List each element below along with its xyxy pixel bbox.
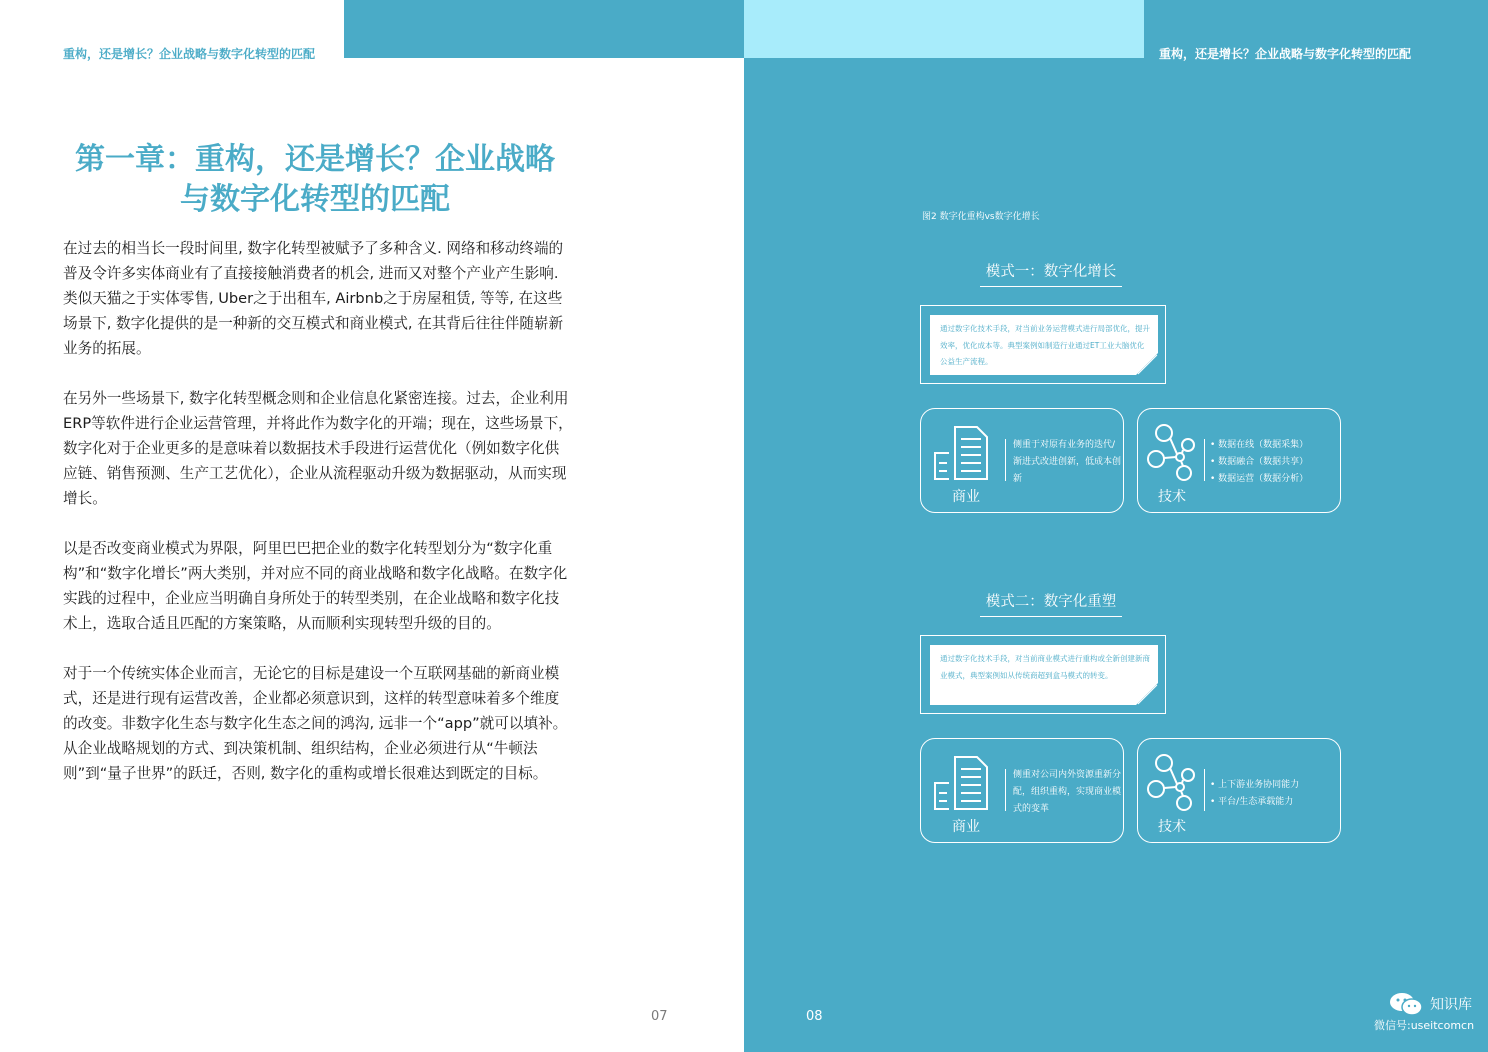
paragraph: 对于一个传统实体企业而言，无论它的目标是建设一个互联网基础的新商业模式，还是进行现有运营改善，企业都必须意识到，这样的转型意味着多个维度的改变。非数字化生态与数字化生态之间的鸿沟, 远非一个“app”就可以填补。从企业战略规划的方式、到决策机制、组织结构，企业必须进行从“牛顿法则”到“量子世界”的跃迁，否则, 数字化的重构或增长很难达到既定的目标。 — [63, 665, 568, 782]
divider — [1005, 769, 1006, 811]
list-item: • 数据运营（数据分析） — [1210, 471, 1308, 488]
list-item: • 数据在线（数据采集） — [1210, 437, 1308, 454]
divider — [1204, 769, 1205, 811]
chapter-title-line-2: 与数字化转型的匹配 — [180, 182, 450, 217]
list-item: • 平台/生态承载能力 — [1210, 794, 1299, 811]
divider — [1204, 439, 1205, 481]
mode-2-title: 模式二：数字化重塑 — [980, 590, 1122, 617]
page-number: 07 — [651, 1009, 668, 1024]
wechat-icon — [1389, 992, 1423, 1016]
mode-2-description-box — [920, 635, 1166, 714]
paragraph: 以是否改变商业模式为界限，阿里巴巴把企业的数字化转型划分为“数字化重构”和“数字化增长”两大类别，并对应不同的商业战略和数字化战略。在数字化实践的过程中，企业应当明确自身所处于的转型类别，在企业战略和数字化技术上，选取合适且匹配的方案策略，从而顺利实现转型升级的目的。 — [63, 540, 568, 632]
mode-1-description — [930, 315, 1158, 375]
tech-label: 技术 — [1158, 489, 1186, 505]
folded-corner-icon — [1136, 683, 1158, 705]
watermark-name: 知识库 — [1430, 997, 1472, 1013]
divider — [1005, 439, 1006, 481]
figure-caption: 图2 数字化重构vs数字化增长 — [922, 212, 1040, 222]
list-item: • 数据融合（数据共享） — [1210, 454, 1308, 471]
mode-2-description — [930, 645, 1158, 705]
business-label: 商业 — [952, 489, 980, 505]
paragraph: 在另外一些场景下, 数字化转型概念则和企业信息化紧密连接。过去，企业利用ERP等软件进行企业运营管理，并将此作为数字化的开端；现在，这些场景下，数字化对于企业更多的是意味着以数据技术手段进行运营优化（例如数字化供应链、销售预测、生产工艺优化），企业从流程驱动升级为数据驱动，从而实现增长。 — [63, 390, 573, 507]
business-text: 侧重对公司内外资源重新分配，组织重构，实现商业模式的变革 — [1013, 770, 1122, 814]
mode-1-title: 模式一：数字化增长 — [980, 260, 1122, 287]
wechat-watermark — [1374, 990, 1481, 1034]
mode-2-tech-card — [1137, 738, 1341, 843]
tech-list — [1210, 777, 1299, 811]
watermark-account: 微信号:useitcomcn — [1374, 1019, 1475, 1032]
header-band — [744, 0, 1144, 58]
tech-list — [1210, 437, 1308, 488]
business-text: 侧重于对原有业务的迭代/渐进式改进创新，低成本创新 — [1013, 440, 1122, 484]
chapter-title-line-1: 第一章：重构，还是增长？企业战略 — [75, 142, 555, 177]
document-icon — [931, 753, 999, 813]
mode-1-business-card — [920, 408, 1124, 513]
header-band — [344, 0, 744, 58]
mode-1-description-text: 通过数字化技术手段，对当前业务运营模式进行局部优化，提升效率，优化成本等。典型案例如制造行业通过ET工业大脑优化公益生产流程。 — [940, 324, 1150, 366]
business-label: 商业 — [952, 819, 980, 835]
paragraph: 在过去的相当长一段时间里, 数字化转型被赋予了多种含义. 网络和移动终端的普及令许多实体商业有了直接接触消费者的机会, 进而又对整个产业产生影响. 类似天猫之于实体零售, Uber之于出租车, Airbnb之于房屋租赁, 等等, 在这些场景下, 数字化提供的是一种新的交互模式和商业模式, 在其背后往往伴随崭新业务的拓展。 — [63, 240, 564, 357]
folded-corner-icon — [1136, 353, 1158, 375]
list-item: • 上下游业务协同能力 — [1210, 777, 1299, 794]
running-header: 重构，还是增长？企业战略与数字化转型的匹配 — [63, 47, 316, 61]
network-nodes-icon — [1144, 421, 1202, 485]
page-number: 08 — [806, 1009, 823, 1024]
mode-1-description-box — [920, 305, 1166, 384]
mode-1-tech-card — [1137, 408, 1341, 513]
tech-label: 技术 — [1158, 819, 1186, 835]
document-icon — [931, 423, 999, 483]
chapter-title — [50, 140, 580, 220]
body-text — [63, 236, 573, 811]
mode-2-business-card — [920, 738, 1124, 843]
mode-2-description-text: 通过数字化技术手段，对当前商业模式进行重构或全新创建新商业模式，典型案例如从传统商超到盒马模式的转变。 — [940, 654, 1150, 680]
right-page — [744, 0, 1488, 1052]
network-nodes-icon — [1144, 751, 1202, 815]
running-header: 重构，还是增长？企业战略与数字化转型的匹配 — [1159, 47, 1412, 61]
